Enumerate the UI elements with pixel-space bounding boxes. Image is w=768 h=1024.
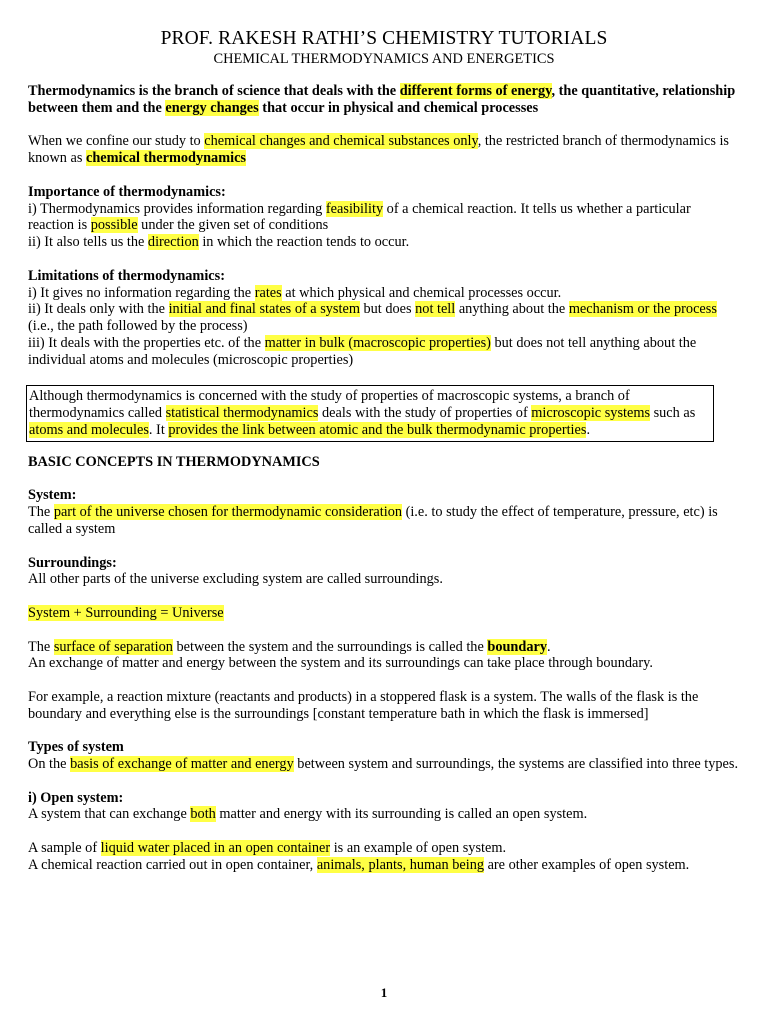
boxed-text: Although thermodynamics is concerned with the study of properties of macroscopic systems, a branch of thermodynamics called [29, 388, 630, 422]
boundary-text: between the system and the surroundings is called the [172, 638, 488, 655]
highlight-boundary: boundary [487, 638, 547, 655]
limitations-heading: Limitations of thermodynamics: [28, 267, 225, 284]
highlight-surface-of-separation: surface of separation [53, 638, 173, 655]
highlight-rates: rates [254, 284, 282, 301]
system-text: The [28, 504, 54, 521]
highlight-not-tell: not tell [415, 301, 456, 318]
highlight-matter-in-bulk: matter in bulk (macroscopic properties) [264, 334, 491, 351]
boxed-text: deals with the study of properties of [318, 405, 532, 422]
highlight-microscopic-systems: microscopic systems [531, 405, 651, 422]
limitations-text: but does not tell anything about the individual atoms and molecules (microscopic properties) [28, 334, 697, 368]
boxed-text: such as [650, 405, 696, 422]
statistical-thermodynamics-box [26, 385, 714, 441]
types-text: between system and surroundings, the systems are classified into three types. [293, 756, 739, 773]
limitations-text: iii) It deals with the properties etc. of the [28, 334, 265, 351]
open-text: matter and energy with its surrounding is called an open system. [215, 806, 588, 823]
boundary-text: The [28, 638, 54, 655]
confine-text: , the restricted branch of thermodynamics is known as [28, 133, 729, 167]
highlight-possible: possible [90, 217, 138, 234]
highlight-part-of-universe: part of the universe chosen for thermodynamic consideration [53, 504, 402, 521]
open-text: A system that can exchange [28, 806, 191, 823]
open-system-heading: i) Open system: [28, 789, 124, 806]
highlight-initial-final-states: initial and final states of a system [168, 301, 360, 318]
highlight-atoms-molecules: atoms and molecules [29, 421, 149, 438]
highlight-forms-of-energy: different forms of energy [399, 83, 552, 99]
importance-text: of a chemical reaction. It tells us whether a particular reaction is [28, 200, 691, 234]
intro-text: Thermodynamics is the branch of science that deals with the [28, 83, 400, 99]
highlight-liquid-water: liquid water placed in an open container [100, 840, 331, 857]
surroundings-text: All other parts of the universe excluding system are called surroundings. [28, 571, 443, 588]
importance-text: ii) It also tells us the [28, 234, 148, 251]
importance-section [28, 184, 740, 251]
confine-text: When we confine our study to [28, 133, 205, 150]
highlight-direction: direction [147, 234, 199, 251]
open-example-text: A sample of [28, 840, 101, 857]
limitations-section [28, 268, 740, 369]
boundary-text: . [546, 638, 551, 655]
limitations-text: at which physical and chemical processes occur. [281, 284, 562, 301]
page-number: 1 [380, 985, 388, 1000]
highlight-statistical-thermodynamics: statistical thermodynamics [165, 405, 319, 422]
boxed-text: . [586, 421, 591, 438]
highlight-chemical-changes: chemical changes and chemical substances only [204, 133, 478, 150]
page-title: PROF. RAKESH RATHI’S CHEMISTRY TUTORIALS [160, 28, 608, 49]
types-section [28, 739, 740, 773]
highlight-animals-plants: animals, plants, human being [316, 856, 484, 873]
limitations-text: i) It gives no information regarding the [28, 284, 255, 301]
highlight-equation: System + Surrounding = Universe [28, 604, 224, 621]
highlight-link-atomic-bulk: provides the link between atomic and the bulk thermodynamic properties [168, 421, 587, 438]
universe-equation [28, 605, 740, 622]
open-example-text: is an example of open system. [330, 840, 507, 857]
limitations-text: anything about the [455, 301, 569, 318]
importance-text: in which the reaction tends to occur. [198, 234, 410, 251]
intro-text: that occur in physical and chemical processes [258, 99, 539, 116]
surroundings-heading: Surroundings: [28, 554, 117, 571]
limitations-text: but does [359, 301, 416, 318]
open-example-text: A chemical reaction carried out in open container, [28, 856, 317, 873]
section-heading: BASIC CONCEPTS IN THERMODYNAMICS [28, 453, 320, 470]
highlight-mechanism: mechanism or the process [568, 301, 717, 318]
surroundings-section [28, 555, 740, 589]
confine-paragraph [28, 133, 740, 167]
system-section [28, 487, 740, 537]
highlight-chemical-thermodynamics: chemical thermodynamics [85, 150, 247, 167]
system-text: (i.e. to study the effect of temperature, pressure, etc) is called a system [28, 504, 718, 537]
example-paragraph: For example, a reaction mixture (reactants and products) in a stoppered flask is a system. The walls of the flask is the boundary and everything else is the surroundings [constant temperature bath in which the flask is immersed] [28, 688, 699, 722]
highlight-both: both [190, 806, 216, 823]
intro-paragraph [28, 83, 740, 117]
types-text: On the [28, 756, 71, 773]
boundary-section [28, 639, 740, 673]
limitations-text: (i.e., the path followed by the process) [28, 318, 248, 335]
basic-concepts-heading [28, 454, 740, 471]
boundary-text: An exchange of matter and energy between the system and its surroundings can take place through boundary. [28, 655, 653, 672]
types-heading: Types of system [28, 739, 124, 756]
importance-heading: Importance of thermodynamics: [28, 183, 226, 200]
open-example-text: are other examples of open system. [484, 856, 690, 873]
highlight-basis-of-exchange: basis of exchange of matter and energy [70, 756, 294, 773]
highlight-energy-changes: energy changes [165, 99, 259, 116]
importance-text: under the given set of conditions [137, 217, 329, 234]
boxed-text: . It [148, 421, 169, 438]
document-body [28, 83, 740, 890]
highlight-feasibility: feasibility [325, 200, 384, 217]
page-subtitle: CHEMICAL THERMODYNAMICS AND ENERGETICS [213, 51, 555, 67]
open-examples-section [28, 840, 740, 874]
limitations-text: ii) It deals only with the [28, 301, 169, 318]
open-system-section [28, 790, 740, 824]
importance-text: i) Thermodynamics provides information regarding [28, 200, 326, 217]
intro-text: , the quantitative, relationship between them and the [28, 83, 736, 116]
system-heading: System: [28, 487, 77, 504]
